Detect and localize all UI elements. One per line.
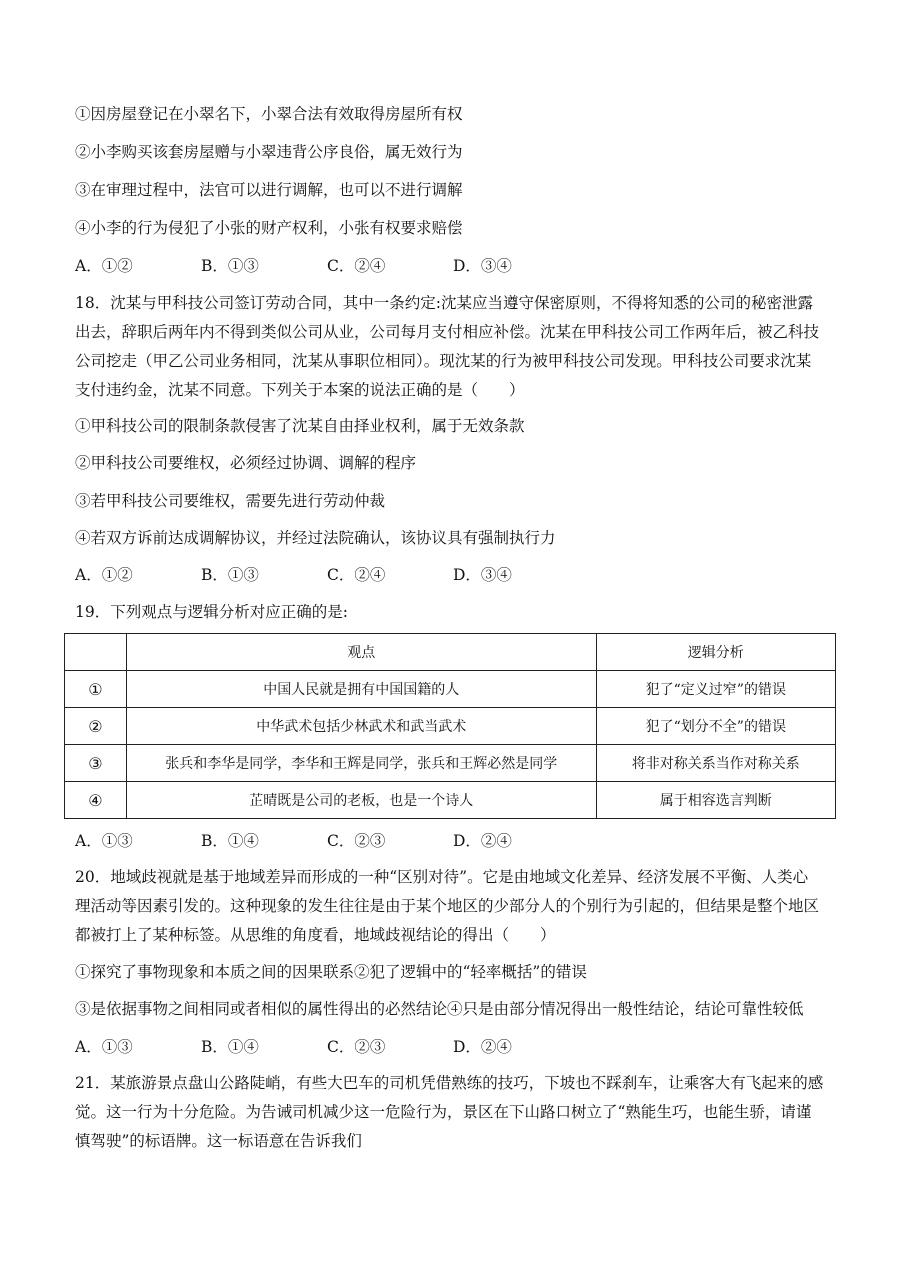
q18-option-a: A．①② (75, 566, 133, 584)
q20-option-c: C．②③ (327, 1038, 386, 1056)
q20-option-b: B．①④ (201, 1038, 259, 1056)
q20-item-2: ③是依据事物之间相同或者相似的属性得出的必然结论④只是由部分情况得出一般性结论，结论可靠性较低 (75, 1000, 804, 1018)
q20-stem-line-3: 都被打上了某种标签。从思维的角度看，地域歧视结论的得出（ ） (75, 926, 556, 944)
q18-option-b: B．①③ (201, 566, 259, 584)
table-row (65, 671, 836, 708)
q18-options (75, 563, 512, 585)
table-cell-logic: 属于相容选言判断 (596, 782, 835, 819)
table-cell-logic: 犯了“划分不全”的错误 (596, 708, 835, 745)
q21-stem-line-1: 21．某旅游景点盘山公路陡峭，有些大巴车的司机凭借熟练的技巧，下坡也不踩刹车，让乘客大有飞起来的感 (75, 1074, 824, 1092)
q20-options (75, 1035, 512, 1057)
table-cell-number: ① (65, 671, 127, 708)
table-cell-logic: 犯了“定义过窄”的错误 (596, 671, 835, 708)
q20-stem-line-1: 20．地域歧视就是基于地域差异而形成的一种“区别对待”。它是由地域文化差异、经济发展不平衡、人类心 (75, 868, 809, 886)
q20-stem-line-2: 理活动等因素引发的。这种现象的发生往往是由于某个地区的少部分人的个别行为引起的，但结果是整个地区 (75, 897, 820, 915)
q18-option-c: C．②④ (327, 566, 386, 584)
q21-stem-line-3: 慎驾驶”的标语牌。这一标语意在告诉我们 (75, 1132, 362, 1150)
q18-item-2: ②甲科技公司要维权，必须经过协调、调解的程序 (75, 454, 417, 472)
q17-option-d: D．③④ (453, 257, 512, 275)
table-cell-number: ④ (65, 782, 127, 819)
table-row (65, 782, 836, 819)
q19-stem: 19．下列观点与逻辑分析对应正确的是: (75, 603, 348, 621)
q20-item-1: ①探究了事物现象和本质之间的因果联系②犯了逻辑中的“轻率概括”的错误 (75, 963, 587, 981)
q21-stem-line-2: 觉。这一行为十分危险。为告诫司机减少这一危险行为，景区在下山路口树立了“熟能生巧，也能生骄，请谨 (75, 1103, 812, 1121)
q19-option-c: C．②③ (327, 832, 386, 850)
q20-option-a: A．①③ (75, 1038, 133, 1056)
q19-options (75, 829, 512, 851)
q19-option-b: B．①④ (201, 832, 259, 850)
q19-option-a: A．①③ (75, 832, 133, 850)
table-header-row (65, 634, 836, 671)
table-cell-view: 中华武术包括少林武术和武当武术 (126, 708, 596, 745)
table-cell-number: ② (65, 708, 127, 745)
q18-option-d: D．③④ (453, 566, 512, 584)
table-header-cell: 观点 (126, 634, 596, 671)
q18-stem-line-1: 18．沈某与甲科技公司签订劳动合同，其中一条约定:沈某应当遵守保密原则，不得将知悉的公司的秘密泄露 (75, 294, 813, 312)
table-cell-view: 张兵和李华是同学，李华和王辉是同学，张兵和王辉必然是同学 (126, 745, 596, 782)
q18-item-3: ③若甲科技公司要维权，需要先进行劳动仲裁 (75, 492, 386, 510)
table-cell-number: ③ (65, 745, 127, 782)
table-header-cell (65, 634, 127, 671)
table-cell-logic: 将非对称关系当作对称关系 (596, 745, 835, 782)
q18-item-4: ④若双方诉前达成调解协议，并经过法院确认，该协议具有强制执行力 (75, 529, 556, 547)
q18-stem-line-2: 出去，辞职后两年内不得到类似公司从业，公司每月支付相应补偿。沈某在甲科技公司工作两年后，被乙科技 (75, 323, 820, 341)
q17-item-3: ③在审理过程中，法官可以进行调解，也可以不进行调解 (75, 181, 463, 199)
q17-option-b: B．①③ (201, 257, 259, 275)
q17-option-a: A．①② (75, 257, 133, 275)
q17-item-2: ②小李购买该套房屋赠与小翠违背公序良俗，属无效行为 (75, 143, 463, 161)
table-header-cell: 逻辑分析 (596, 634, 835, 671)
q17-options (75, 254, 512, 276)
q17-item-4: ④小李的行为侵犯了小张的财产权利，小张有权要求赔偿 (75, 219, 463, 237)
table-row (65, 708, 836, 745)
q19-table (64, 633, 836, 819)
q20-option-d: D．②④ (453, 1038, 512, 1056)
table-row (65, 745, 836, 782)
q17-item-1: ①因房屋登记在小翠名下，小翠合法有效取得房屋所有权 (75, 105, 463, 123)
table-cell-view: 中国人民就是拥有中国国籍的人 (126, 671, 596, 708)
q17-option-c: C．②④ (327, 257, 386, 275)
q18-item-1: ①甲科技公司的限制条款侵害了沈某自由择业权利，属于无效条款 (75, 417, 525, 435)
q18-stem-line-3: 公司挖走（甲乙公司业务相同，沈某从事职位相同）。现沈某的行为被甲科技公司发现。甲科技公司要求沈某 (75, 352, 812, 370)
q18-stem-line-4: 支付违约金，沈某不同意。下列关于本案的说法正确的是（ ） (75, 381, 525, 399)
table-cell-view: 芷晴既是公司的老板，也是一个诗人 (126, 782, 596, 819)
q19-option-d: D．②④ (453, 832, 512, 850)
